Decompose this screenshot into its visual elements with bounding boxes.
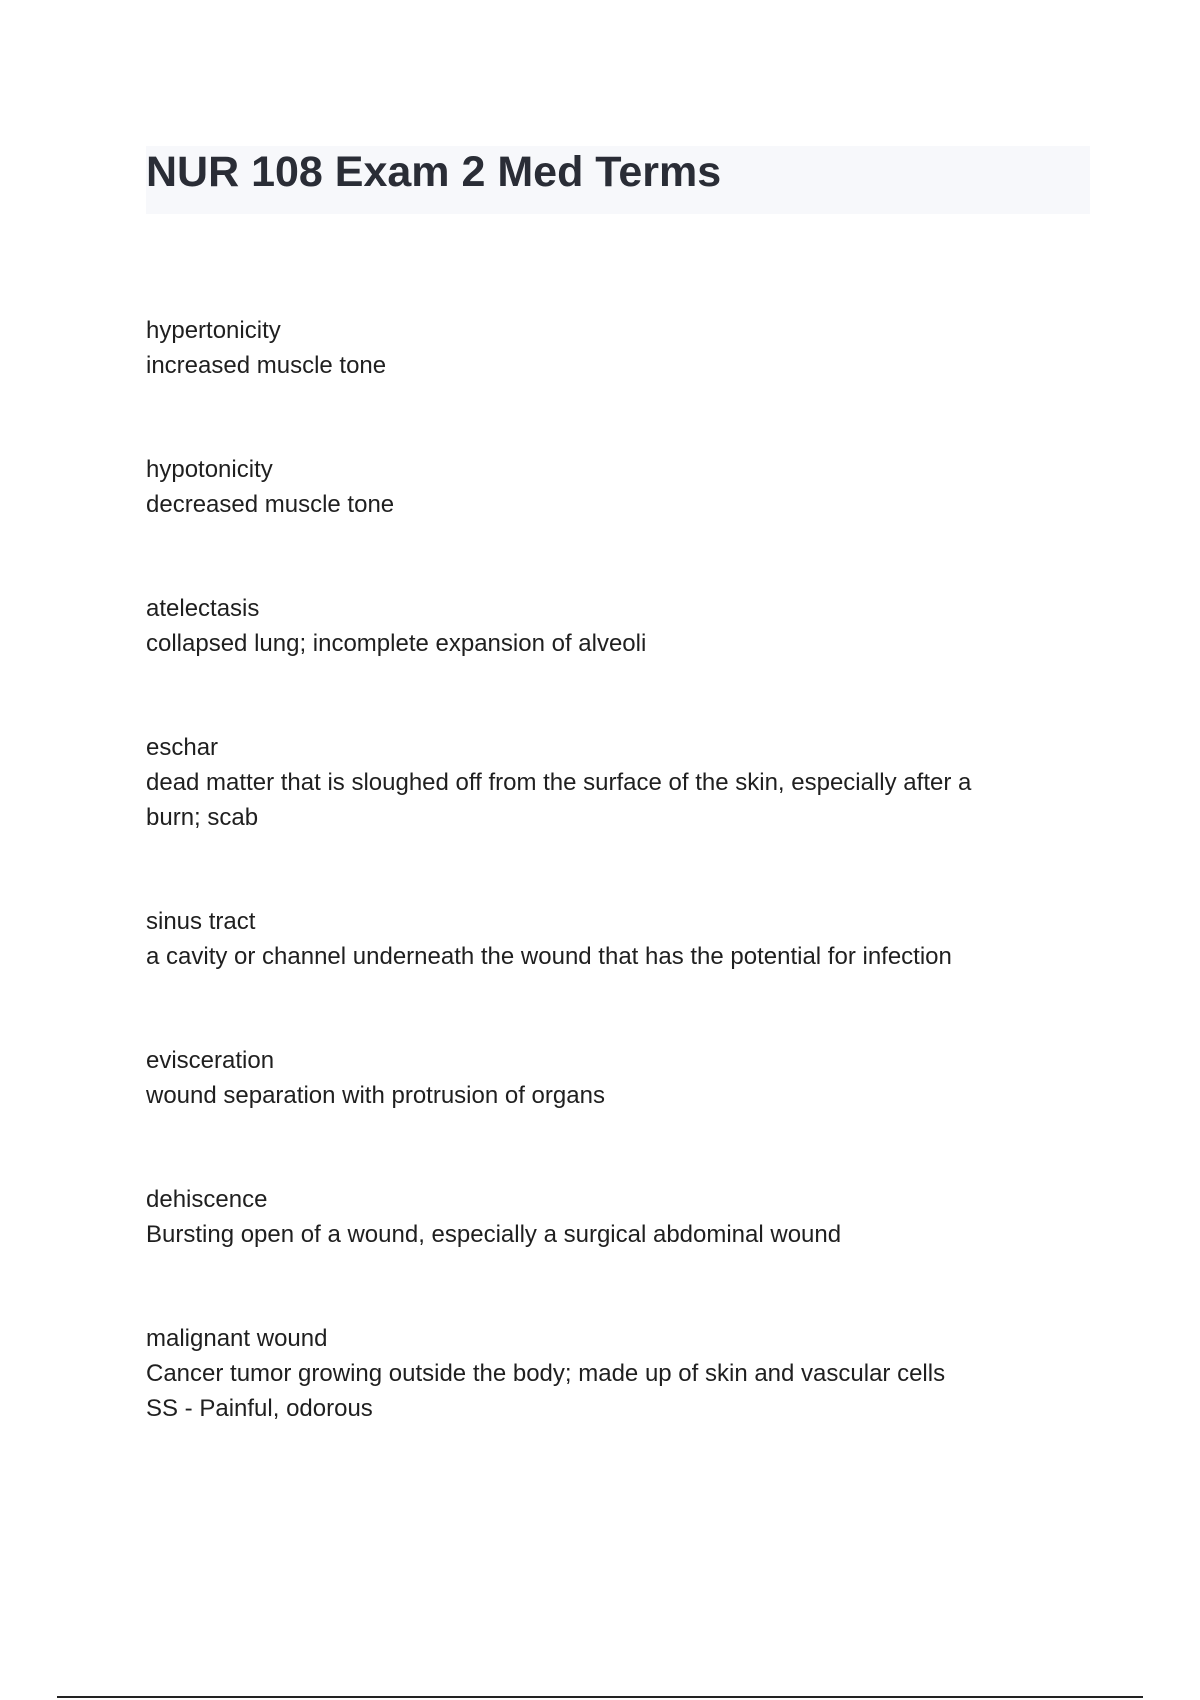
term-definition: wound separation with protrusion of organs	[146, 1082, 605, 1109]
term-definition: a cavity or channel underneath the wound that has the potential for infection	[146, 943, 952, 970]
term-name: malignant wound	[146, 1325, 328, 1352]
term-entry-malignant-wound	[146, 1321, 1076, 1426]
term-entry-hypertonicity	[146, 313, 1076, 383]
term-definition: decreased muscle tone	[146, 491, 395, 518]
term-name: dehiscence	[146, 1186, 268, 1213]
term-name: hypertonicity	[146, 317, 281, 344]
term-definition: Cancer tumor growing outside the body; made up of skin and vascular cells SS - Painful, odorous	[146, 1360, 946, 1422]
term-entry-sinus-tract	[146, 904, 1076, 974]
term-entry-atelectasis	[146, 591, 1076, 661]
term-definition: dead matter that is sloughed off from the surface of the skin, especially after a burn; scab	[146, 769, 972, 831]
term-entry-hypotonicity	[146, 452, 1076, 522]
term-entry-evisceration	[146, 1043, 1076, 1113]
term-name: atelectasis	[146, 595, 260, 622]
term-name: sinus tract	[146, 908, 256, 935]
term-name: hypotonicity	[146, 456, 273, 483]
term-definition: Bursting open of a wound, especially a surgical abdominal wound	[146, 1221, 842, 1248]
footer-rule	[57, 1696, 1143, 1698]
term-entry-eschar	[146, 730, 1076, 835]
page-title: NUR 108 Exam 2 Med Terms	[146, 148, 722, 196]
term-name: eschar	[146, 734, 219, 761]
term-name: evisceration	[146, 1047, 275, 1074]
term-definition: increased muscle tone	[146, 352, 387, 379]
term-entry-dehiscence	[146, 1182, 1076, 1252]
term-definition: collapsed lung; incomplete expansion of alveoli	[146, 630, 647, 657]
